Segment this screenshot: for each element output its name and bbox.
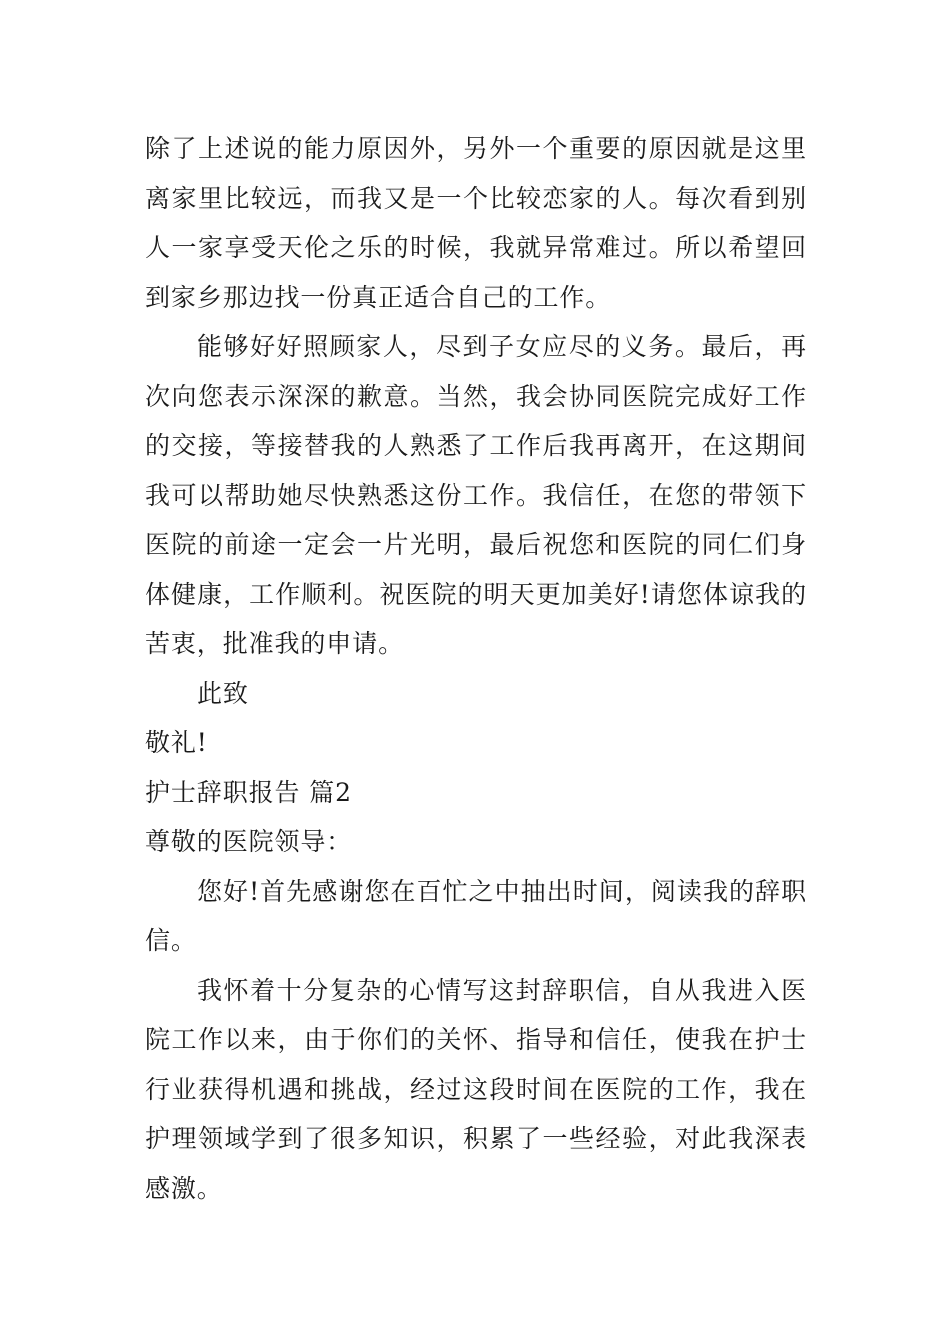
closing-regards: 敬礼! <box>145 728 208 757</box>
paragraph-thanks: 您好!首先感谢您在百忙之中抽出时间，阅读我的辞职信。 <box>145 876 807 955</box>
letter-greeting: 尊敬的医院领导： <box>145 827 353 856</box>
closing-salutation: 此致 <box>197 678 249 708</box>
paragraph-apology-handover: 能够好好照顾家人，尽到子女应尽的义务。最后，再次向您表示深深的歉意。当然，我会协同医院完成好工作的交接，等接替我的人熟悉了工作后我再离开，在这期间我可以帮助她尽快熟悉这份工作。我信任，在您的带领下医院的前途一定会一片光明，最后祝您和医院的同仁们身体健康，工作顺利。祝医院的明天更加美好!请您体谅我的苦衷，批准我的申请。 <box>145 332 807 658</box>
document-body <box>145 124 807 1213</box>
section-heading: 护士辞职报告 篇2 <box>145 777 352 807</box>
paragraph-gratitude: 我怀着十分复杂的心情写这封辞职信，自从我进入医院工作以来，由于你们的关怀、指导和信任，使我在护士行业获得机遇和挑战，经过这段时间在医院的工作，我在护理领域学到了很多知识，积累了一些经验，对此我深表感激。 <box>145 975 807 1203</box>
paragraph-reasons-distance: 除了上述说的能力原因外，另外一个重要的原因就是这里离家里比较远，而我又是一个比较恋家的人。每次看到别人一家享受天伦之乐的时候，我就异常难过。所以希望回到家乡那边找一份真正适合自己的工作。 <box>145 134 807 312</box>
